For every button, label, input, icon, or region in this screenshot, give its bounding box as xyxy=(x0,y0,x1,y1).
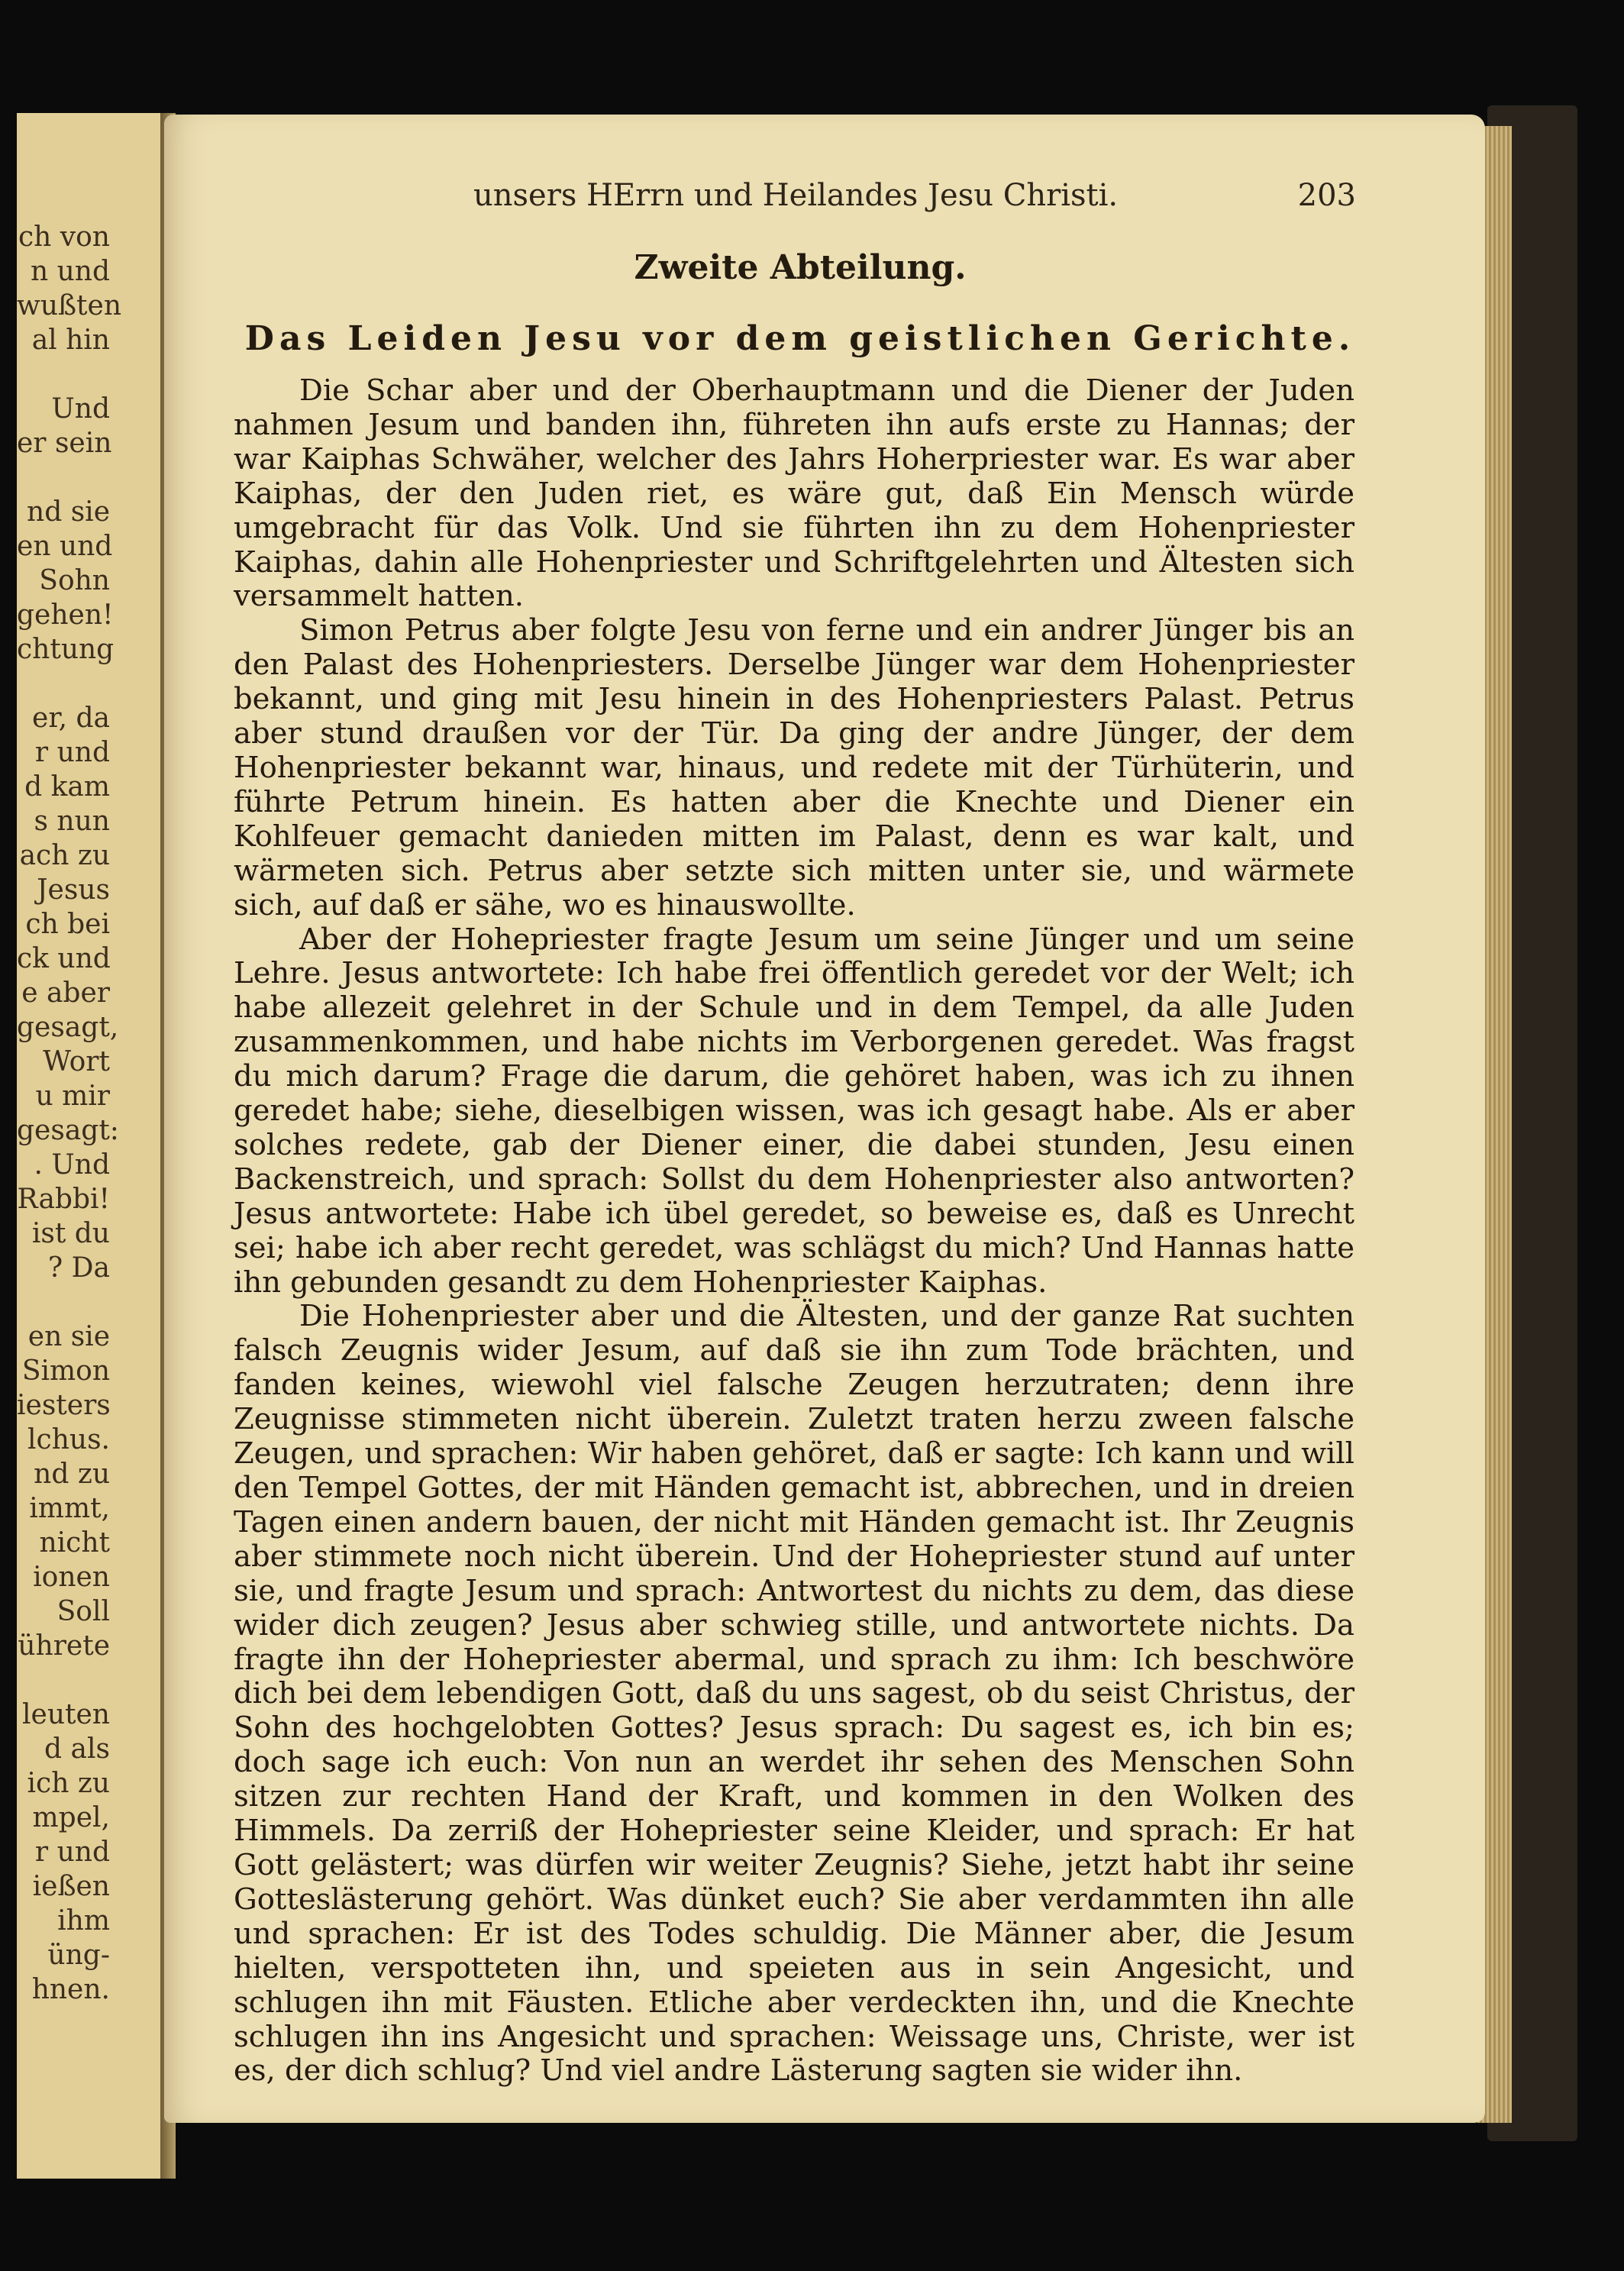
left-page-fragment: mpel, xyxy=(32,1802,110,1833)
left-page-fragment: Sohn xyxy=(39,565,110,596)
left-page-fragment: hnen. xyxy=(31,1974,110,2005)
left-page-fragment: immt, xyxy=(29,1493,110,1524)
left-page-fragment: ionen xyxy=(33,1562,110,1593)
left-page-fragment: gesagt: xyxy=(17,1115,119,1146)
left-page-fragment: ührete xyxy=(18,1630,110,1662)
paragraph-4: Die Hohenpriester aber und die Ältesten, und der ganze Rat suchten falsch Zeugnis wider Jesum, auf daß sie ihn zum Tode brächten, und fanden keines, wiewohl viel falsche Zeugen herzutraten; denn ihre Zeugnisse stimmeten nicht überein. Zuletzt traten herzu zween falsche Zeugen, und sprachen: Wir haben gehöret, daß er sagte: Ich kann und will den Tempel Gottes, der mit Händen gemacht ist, abbrechen, und in dreien Tagen einen andern bauen, der nicht mit Händen gemacht ist. Ihr Zeugnis aber stimmete noch nicht überein. Und der Hohepriester stund auf unter sie, und fragte Jesum und sprach: Antwortest du nichts zu dem, das diese wider dich zeugen? Jesus aber schwieg stille, und antwortete nichts. Da fragte ihn der Hohepriester abermal, und sprach zu ihm: Ich beschwöre dich bei dem lebendigen Gott, daß du uns sagest, ob du seist Christus, der Sohn des hochgelobten Gottes? Jesus sprach: Du sagest es, ich bin es; doch sage ich euch: Von nun an werdet ihr sehen des Menschen Sohn sitzen zur rechten Hand der Kraft, und kommen in den Wolken des Himmels. Da zerriß der Hohepriester seine Kleider, und sprach: Er hat Gott gelästert; was dürfen wir weiter Zeugnis? Siehe, jetzt habt ihr seine Gotteslästerung gehört. Was dünket euch? Sie aber verdammten ihn alle und sprachen: Er ist des Todes schuldig. Die Männer aber, die Jesum hielten, verspotteten ihn, und speieten aus in sein Angesicht, und schlugen ihn mit Fäusten. Etliche aber verdeckten ihn, und die Knechte schlugen ihn ins Angesicht und sprachen: Weissage uns, Christe, wer ist es, der dich schlug? Und viel andre Lästerung sagten sie wider ihn. xyxy=(234,1299,1354,2088)
left-page-fragment: r und xyxy=(34,737,110,768)
left-page-fragment: ch von xyxy=(18,221,110,253)
chapter-heading: Das Leiden Jesu vor dem geistlichen Gerichte. xyxy=(244,319,1356,358)
left-page-fragment: leuten xyxy=(22,1699,110,1730)
left-page-fragment: ihm xyxy=(57,1905,110,1937)
left-page-fragment: ießen xyxy=(32,1871,110,1902)
left-page-fragment: nd sie xyxy=(27,496,110,528)
left-page-fragment: r und xyxy=(34,1837,110,1868)
left-page-fragment: s nun xyxy=(34,806,110,837)
left-page-fragment: nd zu xyxy=(34,1459,110,1490)
left-page-fragment: Soll xyxy=(57,1596,110,1627)
paragraph-3: Aber der Hohepriester fragte Jesum um seine Jünger und um seine Lehre. Jesus antwortete: Ich habe frei öffentlich geredet vor der Welt; ich habe allezeit gelehret in der Schule und in dem Tempel, da alle Juden zusammenkommen, und habe nichts im Verborgenen geredet. Was fragst du mich darum? Frage die darum, die gehöret haben, was ich zu ihnen geredet habe; siehe, dieselbigen wissen, was ich gesagt habe. Als er aber solches redete, gab der Diener einer, die dabei stunden, Jesu einen Backenstreich, und sprach: Sollst du dem Hohenpriester also antworten? Jesus antwortete: Habe ich übel geredet, so beweise es, daß es Unrecht sei; habe ich aber recht geredet, was schlägst du mich? Und Hannas hatte ihn gebunden gesandt zu dem Hohenpriester Kaiphas. xyxy=(234,922,1354,1300)
left-page-fragment: ach zu xyxy=(19,840,110,871)
left-page-fragment: ? Da xyxy=(47,1252,110,1284)
left-page-fragment: ist du xyxy=(31,1218,110,1249)
left-page-fragment: ich zu xyxy=(27,1768,110,1799)
left-page-fragment xyxy=(17,357,160,392)
left-page-fragment: er sein xyxy=(17,428,112,459)
left-page-fragment: en und xyxy=(17,531,113,562)
left-page-fragment: Rabbi! xyxy=(17,1184,110,1215)
left-page-fragment: u mir xyxy=(35,1081,110,1112)
left-page-edge xyxy=(17,113,165,2179)
left-page-fragment: en sie xyxy=(27,1321,110,1352)
left-page-fragment xyxy=(17,1663,160,1698)
left-page-fragment: iesters xyxy=(17,1390,111,1421)
paragraph-1: Die Schar aber und der Oberhauptmann und die Diener der Juden nahmen Jesum und banden ihn, führeten ihn aufs erste zu Hannas; der war Kaiphas Schwäher, welcher des Jahrs Hoherpriester war. Es war aber Kaiphas, der den Juden riet, es wäre gut, daß Ein Mensch würde umgebracht für das Volk. Und sie führten ihn zu dem Hohenpriester Kaiphas, dahin alle Hohenpriester und Schriftgelehrten und Ältesten sich versammelt hatten. xyxy=(234,373,1354,614)
left-page-fragment xyxy=(17,460,160,495)
left-page-fragment: üng- xyxy=(47,1940,110,1971)
left-page-fragment: d kam xyxy=(24,771,110,803)
paragraph-2: Simon Petrus aber folgte Jesu von ferne und ein andrer Jünger bis an den Palast des Hohenpriesters. Derselbe Jünger war dem Hohenpriester bekannt, und ging mit Jesu hinein in des Hohenpriesters Palast. Petrus aber stund draußen vor der Tür. Da ging der andre Jünger, der dem Hohenpriester bekannt war, hinaus, und redete mit der Türhüterin, und führte Petrum hinein. Es hatten aber die Knechte und Diener ein Kohlfeuer gemacht danieden mitten im Palast, denn es war kalt, und wärmeten sich. Petrus aber setzte sich mitten unter sie, und wärmete sich, auf daß er sähe, wo es hinauswollte. xyxy=(234,613,1354,922)
left-page-fragment: chtung xyxy=(17,634,115,665)
left-page-fragment: wußten xyxy=(17,290,122,321)
left-page-fragment: Simon xyxy=(21,1355,110,1387)
left-page-fragment: e aber xyxy=(21,977,110,1009)
left-page-fragment: n und xyxy=(30,256,110,287)
left-page-fragment xyxy=(17,667,160,701)
left-page-fragment: Wort xyxy=(43,1046,110,1077)
section-heading: Zweite Abteilung. xyxy=(634,248,967,287)
left-page-fragment: lchus. xyxy=(27,1424,110,1455)
left-page-fragment: ch bei xyxy=(25,909,110,940)
page-number: 203 xyxy=(1297,178,1356,213)
left-page-fragment: er, da xyxy=(32,703,110,734)
left-page-fragment: gesagt, xyxy=(17,1012,119,1043)
left-page-fragment: Jesus xyxy=(37,874,110,906)
left-page-fragment xyxy=(17,1285,160,1320)
left-page-fragment: gehen! xyxy=(17,599,114,631)
left-page-fragment: . Und xyxy=(34,1149,110,1181)
left-page-fragment: Und xyxy=(51,393,110,425)
running-head-title: unsers HErrn und Heilandes Jesu Christi. xyxy=(473,178,1119,213)
left-page-fragment: ck und xyxy=(17,943,111,974)
left-page-text-fragments xyxy=(17,113,160,2007)
left-page-fragment: al hin xyxy=(31,325,110,356)
left-page-fragment: nicht xyxy=(39,1527,110,1559)
body-text xyxy=(234,374,1354,2088)
left-page-fragment: d als xyxy=(44,1733,110,1765)
